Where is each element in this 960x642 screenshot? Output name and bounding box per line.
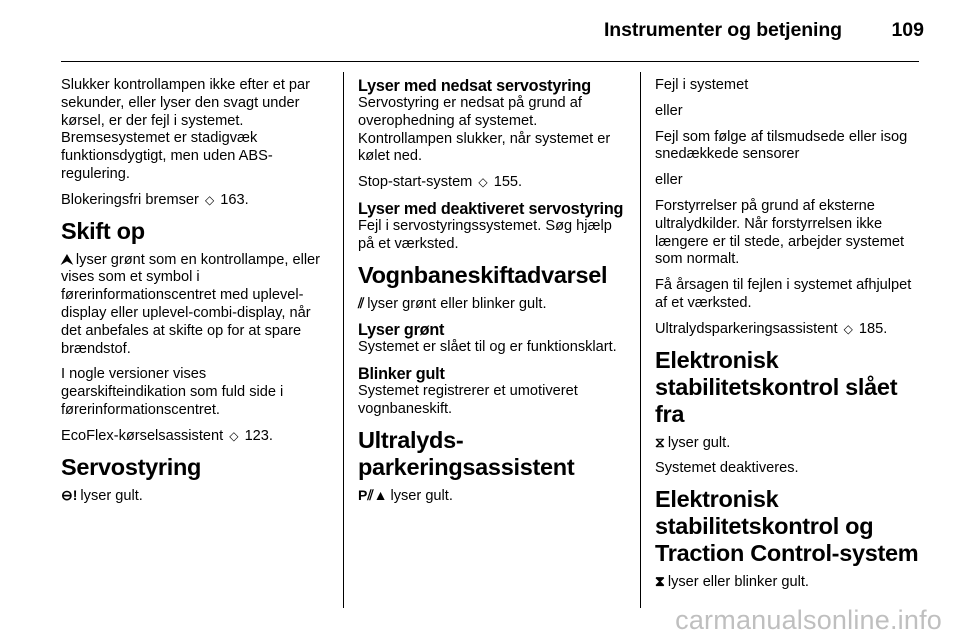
esc-off-text xyxy=(655,434,923,453)
abs-warning-text: Slukker kontrollampen ikke efter et par sekunder, eller lyser den svagt under kørsel, er der fejl i systemet. Bremsesystemet er stadigvæk funktionsdygtigt, men uden ABS-regulering. xyxy=(61,77,311,182)
heading-parking-assist: Ultralyds-parkeringsassistent xyxy=(358,426,575,480)
abs-reference xyxy=(61,192,329,210)
heading-esc-traction-control: Elektronisk stabilitetskontrol og Traction Control-system xyxy=(655,486,919,567)
interference-text: Forstyrrelser på grund af eksterne ultralydkilder. Når forstyrrelsen ikke længere er til stede, arbejder systemet som normalt. xyxy=(655,197,905,268)
or-text: eller xyxy=(655,172,683,189)
heading-blinks-yellow: Blinker gult xyxy=(358,365,445,384)
heading-shift-up: Skift op xyxy=(61,217,145,244)
lane-departure-description: lyser grønt eller blinker gult. xyxy=(367,295,547,312)
parking-reference-label: Ultralydsparkeringsassistent xyxy=(655,320,838,337)
lane-departure-icon: ⫽ xyxy=(358,294,365,311)
column-1 xyxy=(61,77,329,513)
page-number: 109 xyxy=(891,19,924,41)
watermark: carmanualsonline.info xyxy=(675,605,942,635)
power-steering-description: lyser gult. xyxy=(80,487,143,504)
lane-departure-text xyxy=(358,295,626,314)
esc-tc-description: lyser eller blinker gult. xyxy=(667,574,809,591)
parking-assist-text xyxy=(358,487,626,506)
ecoflex-reference-label: EcoFlex-kørselsassistent xyxy=(61,427,224,444)
dirty-sensors-text: Fejl som følge af tilsmudsede eller isog snedækkede sensorer xyxy=(655,128,908,163)
stop-start-reference-page[interactable]: 155. xyxy=(493,174,523,191)
page-ref-icon: ◇ xyxy=(204,192,215,207)
stop-start-reference-label: Stop-start-system xyxy=(358,174,473,191)
heading-lights-green: Lyser grønt xyxy=(358,321,445,340)
page-header xyxy=(0,0,960,64)
heading-lane-departure: Vognbaneskiftadvarsel xyxy=(358,261,608,288)
ecoflex-reference xyxy=(61,428,329,446)
shift-up-text xyxy=(61,251,329,359)
column-divider xyxy=(343,72,344,608)
column-divider xyxy=(640,72,641,608)
section-title: Instrumenter og betjening xyxy=(603,19,842,41)
reduced-steering-text: Servostyring er nedsat på grund af overophedning af systemet. Kontrollampen slukker, når systemet er kølet ned. xyxy=(358,95,611,165)
system-fault-text: Fejl i systemet xyxy=(655,77,749,93)
heading-reduced-steering: Lyser med nedsat servostyring xyxy=(358,77,591,95)
stop-start-reference xyxy=(358,174,626,192)
esc-off-icon: ⧖ xyxy=(655,433,665,450)
heading-power-steering: Servostyring xyxy=(61,453,202,480)
shift-up-icon: ⮝ xyxy=(61,250,73,267)
page-ref-icon: ◇ xyxy=(478,175,488,190)
shift-up-description: lyser grønt som en kontrollampe, eller vises som et symbol i førerinformationscentret med uplevel-display eller uplevel-combi-display, når det anbefales at skifte op for at spare brændstof. xyxy=(61,251,321,357)
power-steering-icon: ⊖! xyxy=(61,486,78,503)
parking-reference xyxy=(655,321,923,339)
shift-indication-text: I nogle versioner vises gearskifteindikation som fuld side i førerinformationscentret. xyxy=(61,366,284,418)
power-steering-text xyxy=(61,487,329,506)
header-rule xyxy=(61,61,919,62)
system-deactivated-text: Systemet deaktiveres. xyxy=(655,460,799,477)
heading-deactivated-steering: Lyser med deaktiveret servostyring xyxy=(358,199,624,218)
page-ref-icon: ◇ xyxy=(843,321,853,336)
page-ref-icon: ◇ xyxy=(229,428,239,443)
parking-reference-page[interactable]: 185. xyxy=(858,320,888,337)
lights-green-text: Systemet er slået til og er funktionsklart. xyxy=(358,339,617,356)
column-2 xyxy=(358,77,626,514)
ecoflex-reference-page[interactable]: 123. xyxy=(244,427,273,444)
workshop-text: Få årsagen til fejlen i systemet afhjulpet af et værksted. xyxy=(655,277,912,311)
column-3 xyxy=(655,77,923,600)
deactivated-steering-text: Fejl i servostyringssystemet. Søg hjælp på et værksted. xyxy=(358,217,612,252)
parking-assist-description: lyser gult. xyxy=(390,487,453,504)
heading-esc-off: Elektronisk stabilitetskontrol slået fra xyxy=(655,346,898,427)
esc-tc-icon: ⧗ xyxy=(655,573,665,590)
abs-reference-page[interactable]: 163. xyxy=(220,191,249,208)
or-text: eller xyxy=(655,102,683,119)
esc-off-description: lyser gult. xyxy=(667,434,731,451)
blinks-yellow-text: Systemet registrerer et umotiveret vognbaneskift. xyxy=(358,383,578,417)
esc-tc-text xyxy=(655,573,923,592)
parking-assist-icon: P⫽▲ xyxy=(358,486,388,503)
abs-reference-label: Blokeringsfri bremser xyxy=(61,191,199,208)
